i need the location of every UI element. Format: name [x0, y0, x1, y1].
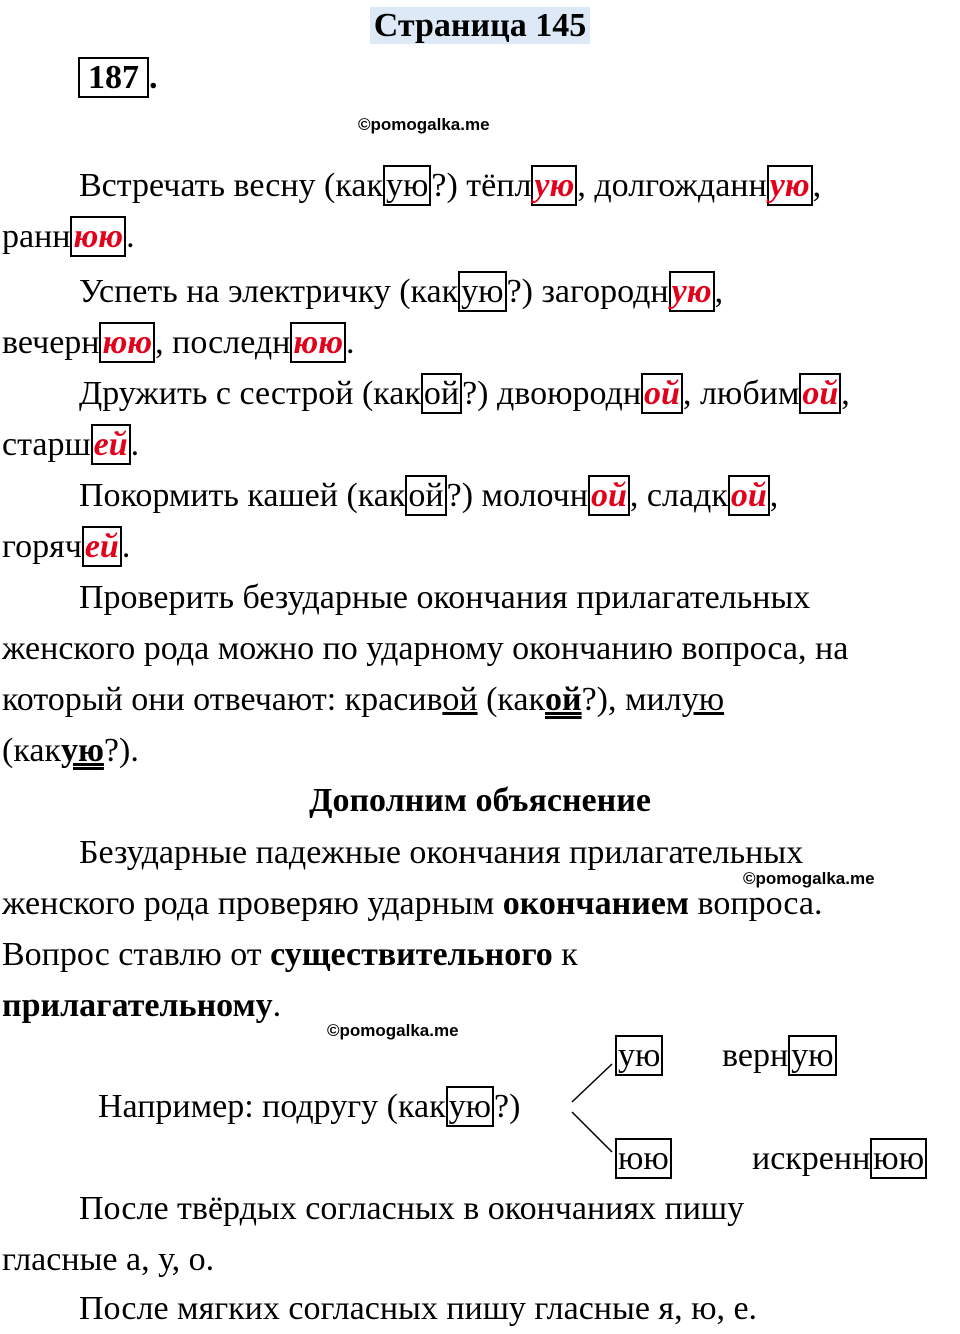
- rule-line-4: (какую?).: [2, 732, 139, 769]
- page-title: Страница 145: [0, 4, 960, 48]
- sentence-2-line-2: вечернюю, последнюю.: [2, 324, 355, 361]
- explanation-line-4: прилагательному.: [2, 987, 282, 1024]
- final-line-1: После твёрдых согласных в окончаниях пишу: [79, 1190, 745, 1227]
- example-top-ending: ую: [615, 1034, 663, 1078]
- rule-line-3: который они отвечают: красивой (какой?), милую: [2, 681, 725, 718]
- section-heading: Дополним объяснение: [309, 782, 651, 819]
- sentence-3-line-1: Дружить с сестрой (какой?) двоюродной, любимой,: [79, 375, 850, 412]
- sentence-1-line-2: раннюю.: [2, 218, 135, 255]
- explanation-line-1: Безударные падежные окончания прилагательных: [79, 834, 804, 871]
- rule-line-2: женского рода можно по ударному окончанию вопроса, на: [2, 630, 849, 667]
- final-line-3: После мягких согласных пишу гласные я, ю, е.: [79, 1290, 758, 1327]
- explanation-line-3: Вопрос ставлю от существительного к: [2, 936, 578, 973]
- example-top-word: верную: [722, 1034, 837, 1078]
- exercise-number: 187 .: [78, 58, 158, 98]
- sentence-4-line-2: горячей.: [2, 528, 131, 565]
- example-bottom-ending: юю: [615, 1137, 672, 1181]
- sentence-1-line-1: Встречать весну (какую?) тёплую, долгожданную,: [79, 167, 822, 204]
- watermark: ©pomogalka.me: [743, 869, 875, 888]
- watermark: ©pomogalka.me: [358, 115, 490, 134]
- example-lead: Например: подругу (какую?): [98, 1088, 521, 1125]
- final-line-2: гласные а, у, о.: [2, 1241, 215, 1278]
- sentence-4-line-1: Покормить кашей (какой?) молочной, сладкой,: [79, 477, 779, 514]
- watermark: ©pomogalka.me: [327, 1021, 459, 1040]
- rule-line-1: Проверить безударные окончания прилагательных: [79, 579, 811, 616]
- sentence-2-line-1: Успеть на электричку (какую?) загородную,: [79, 273, 724, 310]
- explanation-line-2: женского рода проверяю ударным окончанием вопроса.: [2, 885, 823, 922]
- sentence-3-line-2: старшей.: [2, 426, 140, 463]
- example-bottom-word: искреннюю: [752, 1137, 927, 1181]
